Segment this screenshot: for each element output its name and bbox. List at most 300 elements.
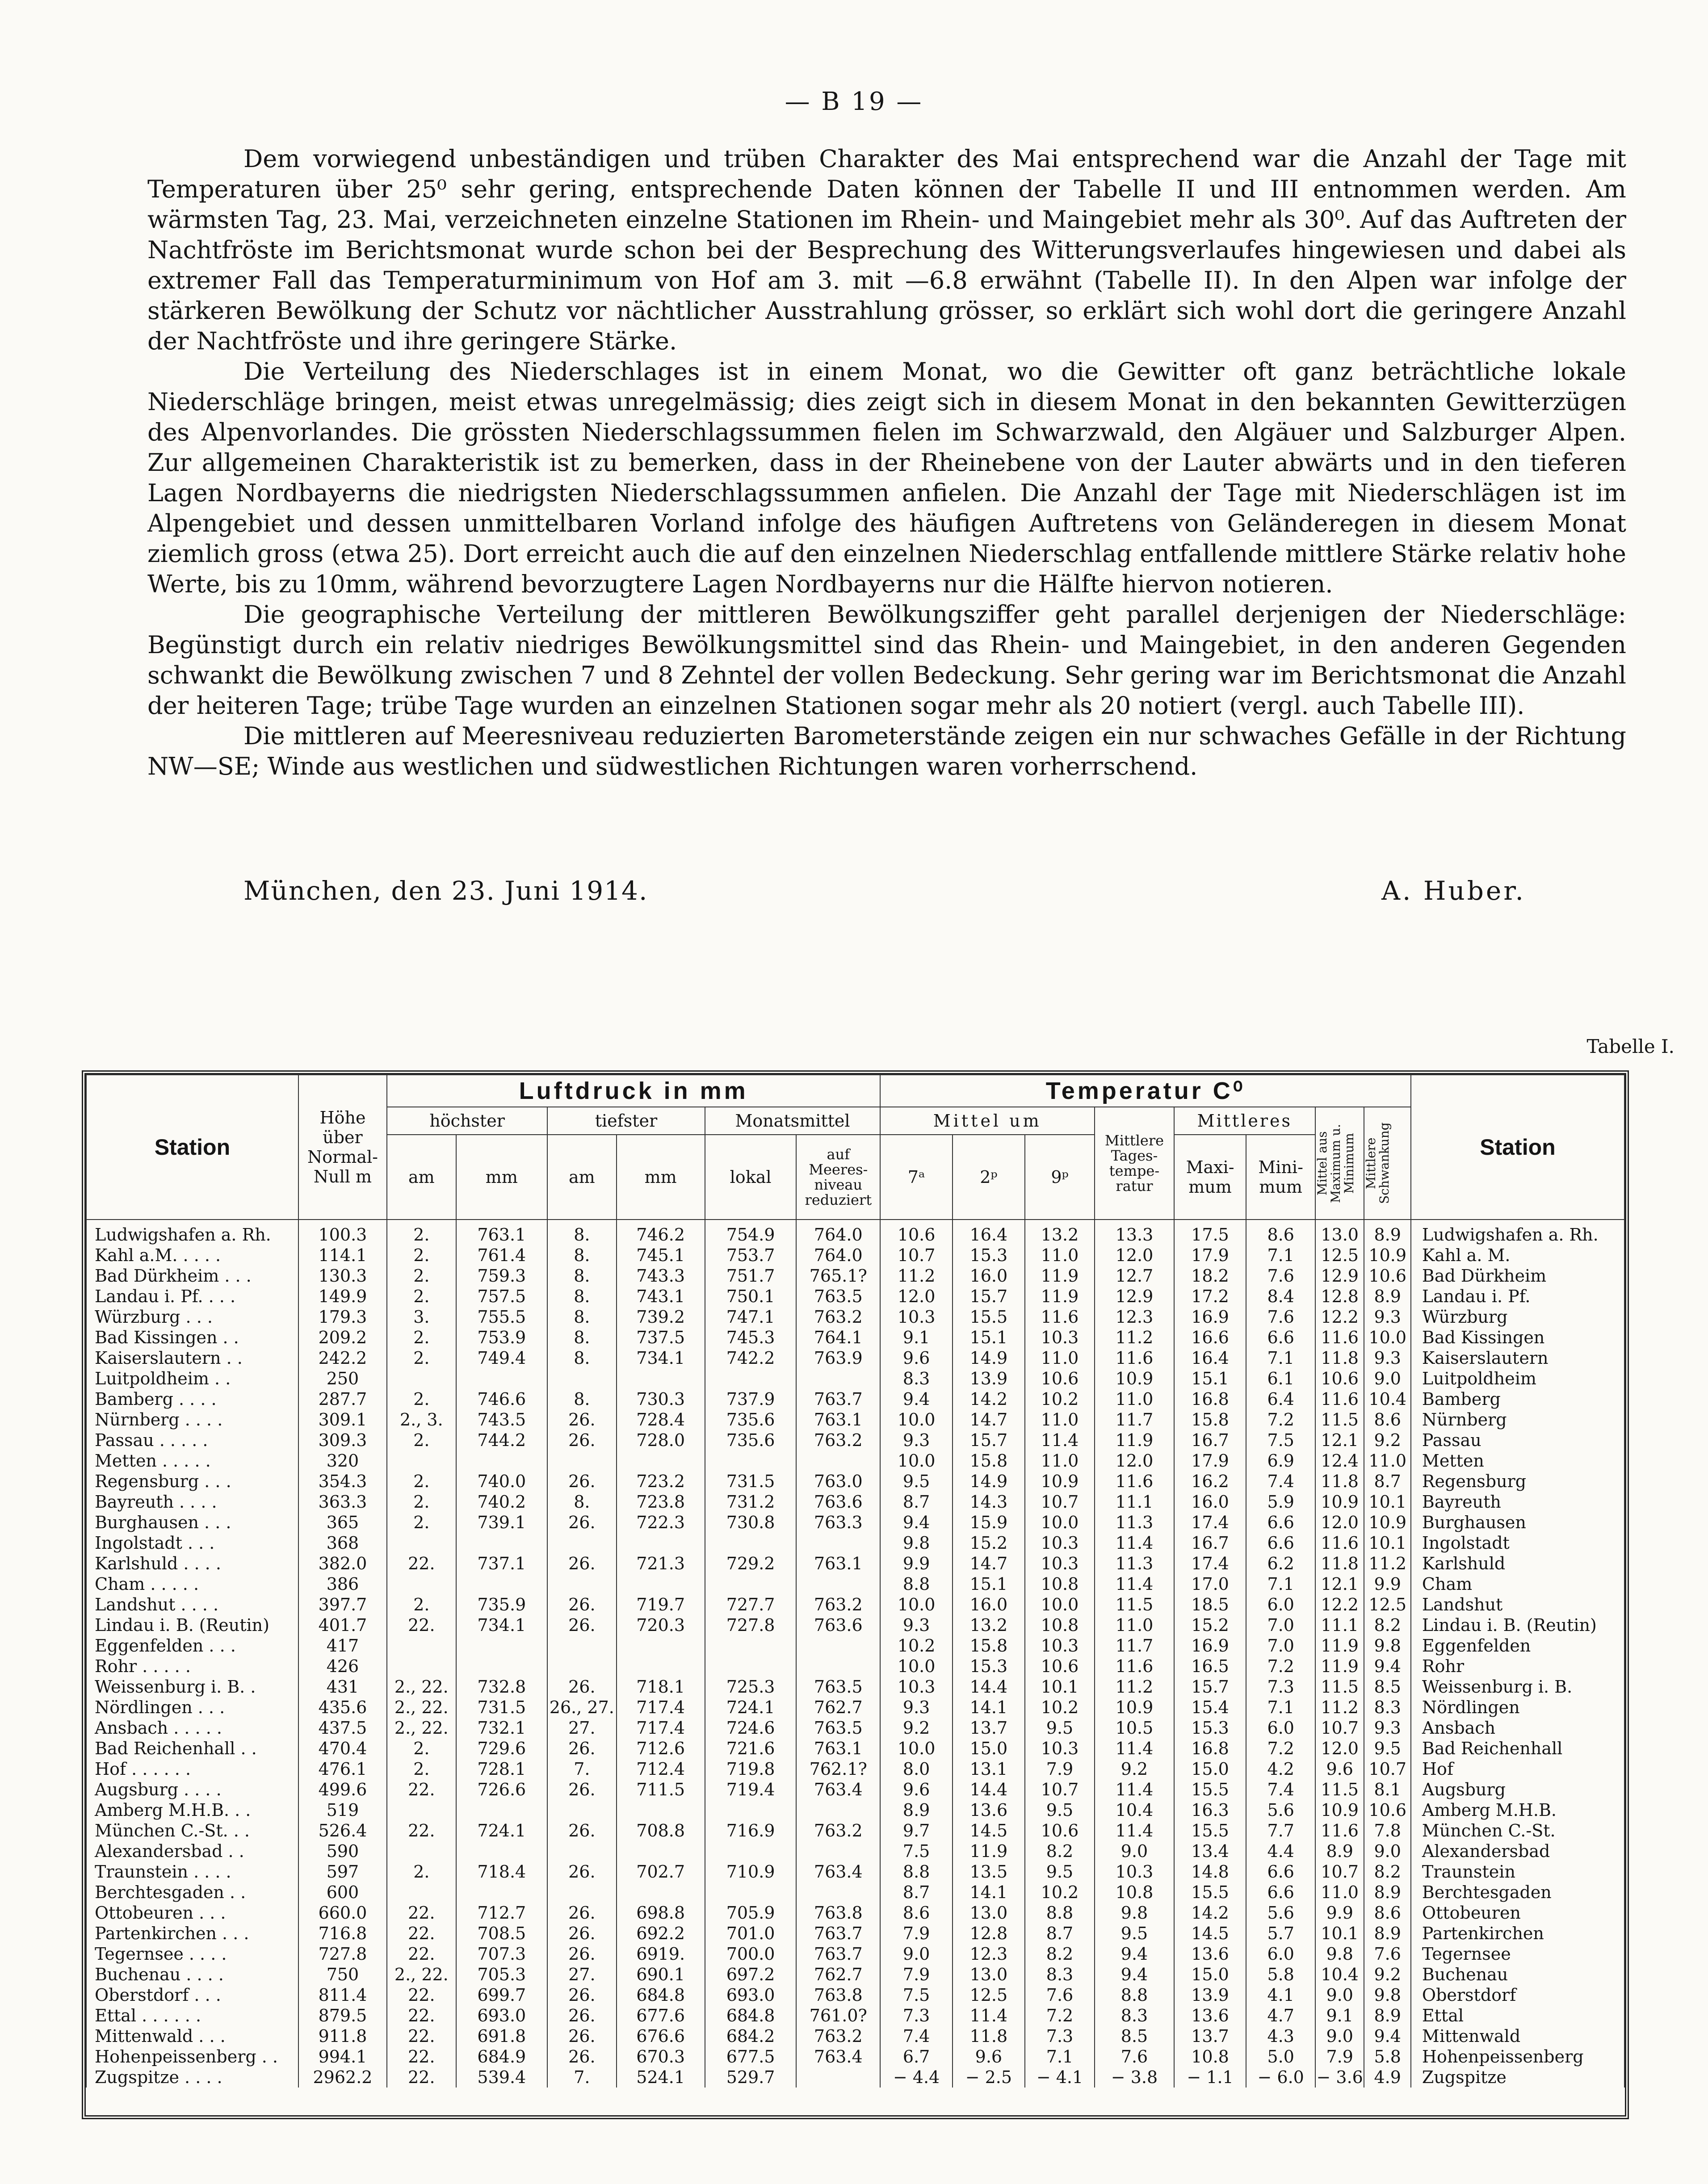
monatsmittel-lokal: 731.2 <box>705 1492 797 1512</box>
tiefster-am: 26. <box>547 1779 616 1800</box>
station-name: Passau . . . . . <box>86 1430 298 1450</box>
mittlere-tagestemperatur: 11.1 <box>1095 1492 1174 1512</box>
hoehe: 499.6 <box>298 1779 387 1800</box>
temp-2p: 15.7 <box>953 1430 1025 1450</box>
monatsmittel-lokal: 677.5 <box>705 2046 797 2067</box>
mittleres-maximum: 16.5 <box>1174 1656 1246 1677</box>
header-temperatur: Temperatur C⁰ <box>880 1075 1411 1107</box>
temp-2p: 14.3 <box>953 1492 1025 1512</box>
temp-2p: 16.0 <box>953 1594 1025 1615</box>
table-row <box>86 1944 1624 1964</box>
monatsmittel-lokal: 735.6 <box>705 1430 797 1450</box>
station-name: Karlshuld . . . . <box>86 1553 298 1574</box>
temp-7a: 9.5 <box>880 1471 953 1492</box>
hoehe: 600 <box>298 1882 387 1903</box>
tiefster-am: 26. <box>547 1471 616 1492</box>
hoehe: 597 <box>298 1861 387 1882</box>
hoechster-mm: 691.8 <box>456 2026 548 2046</box>
mittleres-minimum: 6.6 <box>1246 1327 1315 1348</box>
table-row <box>86 1512 1624 1533</box>
tiefster-mm <box>617 1635 705 1656</box>
mittleres-maximum: 13.4 <box>1174 1841 1246 1861</box>
tiefster-mm: 692.2 <box>617 1923 705 1944</box>
temp-2p: 13.5 <box>953 1861 1025 1882</box>
mittlere-schwankung: 8.1 <box>1364 1779 1410 1800</box>
mittlere-schwankung: 9.5 <box>1364 1738 1410 1759</box>
monatsmittel-lokal: 747.1 <box>705 1307 797 1327</box>
mittel-aus-max-min: 12.2 <box>1315 1594 1364 1615</box>
station-name: Nördlingen . . . <box>86 1697 298 1718</box>
table-row <box>86 1471 1624 1492</box>
mittlere-schwankung: 5.8 <box>1364 2046 1410 2067</box>
mittleres-minimum: 6.6 <box>1246 1533 1315 1553</box>
temp-7a: 10.3 <box>880 1307 953 1327</box>
mittel-aus-max-min: 12.1 <box>1315 1574 1364 1594</box>
temp-7a: 9.9 <box>880 1553 953 1574</box>
hoehe: 114.1 <box>298 1245 387 1266</box>
mittleres-maximum: 14.2 <box>1174 1903 1246 1923</box>
hoechster-mm: 539.4 <box>456 2067 548 2088</box>
temp-9p: 10.8 <box>1025 1574 1095 1594</box>
monatsmittel-lokal: 727.8 <box>705 1615 797 1635</box>
mittleres-minimum: 7.1 <box>1246 1697 1315 1718</box>
station-name: Landshut . . . . <box>86 1594 298 1615</box>
temp-9p: 7.9 <box>1025 1759 1095 1779</box>
mittel-aus-max-min: 12.0 <box>1315 1512 1364 1533</box>
author: A. Huber. <box>1381 876 1526 906</box>
hoechster-am: 2., 22. <box>387 1677 456 1697</box>
mittlere-tagestemperatur: 11.2 <box>1095 1677 1174 1697</box>
monatsmittel-meeresniveau: 763.2 <box>796 2026 880 2046</box>
mittlere-schwankung: 9.4 <box>1364 1656 1410 1677</box>
station-name-right: Kaiserslautern <box>1411 1348 1624 1368</box>
hoechster-mm: 740.2 <box>456 1492 548 1512</box>
mittlere-tagestemperatur: 12.9 <box>1095 1286 1174 1307</box>
tiefster-mm: 711.5 <box>617 1779 705 1800</box>
mittlere-tagestemperatur: 11.4 <box>1095 1574 1174 1594</box>
temp-9p: 10.9 <box>1025 1471 1095 1492</box>
station-name: Bad Kissingen . . <box>86 1327 298 1348</box>
mittel-aus-max-min: 11.9 <box>1315 1656 1364 1677</box>
table-row <box>86 1574 1624 1594</box>
temp-9p: 8.2 <box>1025 1944 1095 1964</box>
table-row <box>86 2046 1624 2067</box>
hoechster-mm <box>456 1368 548 1389</box>
header-maximum: Maxi-mum <box>1174 1135 1246 1220</box>
temp-9p: 10.2 <box>1025 1882 1095 1903</box>
temp-7a: 9.6 <box>880 1348 953 1368</box>
hoechster-mm <box>456 1635 548 1656</box>
hoehe: 519 <box>298 1800 387 1820</box>
station-name-right: Kahl a. M. <box>1411 1245 1624 1266</box>
mittel-aus-max-min: 12.0 <box>1315 1738 1364 1759</box>
hoehe: 716.8 <box>298 1923 387 1944</box>
tiefster-am: 26. <box>547 1615 616 1635</box>
station-name: Mittenwald . . . <box>86 2026 298 2046</box>
hoechster-am: 22. <box>387 1779 456 1800</box>
table-row <box>86 1882 1624 1903</box>
mittleres-minimum: 5.8 <box>1246 1964 1315 1985</box>
monatsmittel-meeresniveau: 763.2 <box>796 1307 880 1327</box>
tiefster-mm: 720.3 <box>617 1615 705 1635</box>
table-row <box>86 1718 1624 1738</box>
hoechster-am: 2. <box>387 1759 456 1779</box>
monatsmittel-meeresniveau: 763.7 <box>796 1923 880 1944</box>
mittlere-tagestemperatur: 10.8 <box>1095 1882 1174 1903</box>
mittlere-schwankung: 10.1 <box>1364 1492 1410 1512</box>
header-hoechster: höchster <box>387 1107 547 1135</box>
temp-2p: 12.3 <box>953 1944 1025 1964</box>
monatsmittel-lokal: 753.7 <box>705 1245 797 1266</box>
tiefster-mm <box>617 1882 705 1903</box>
temp-9p: 7.1 <box>1025 2046 1095 2067</box>
monatsmittel-lokal <box>705 1656 797 1677</box>
hoehe: 386 <box>298 1574 387 1594</box>
hoechster-am: 22. <box>387 1615 456 1635</box>
table-row <box>86 1677 1624 1697</box>
temp-2p: 13.0 <box>953 1964 1025 1985</box>
mittleres-minimum: 7.6 <box>1246 1307 1315 1327</box>
temp-7a: 7.9 <box>880 1923 953 1944</box>
table-row <box>86 1594 1624 1615</box>
tiefster-mm: 524.1 <box>617 2067 705 2088</box>
tiefster-mm: 684.8 <box>617 1985 705 2005</box>
header-mittlere-tagestemperatur: Mittlere Tages-tempe-ratur <box>1095 1107 1174 1220</box>
hoechster-mm <box>456 1841 548 1861</box>
station-name: Cham . . . . . <box>86 1574 298 1594</box>
paragraph: Dem vorwiegend unbeständigen und trüben Charakter des Mai entsprechend war die Anzahl der Tage mit Temperaturen über 25⁰ sehr gering, entsprechende Daten können der Tabelle II und III entnommen werden. Am wärmsten Tag, 23. Mai, verzeichneten einzelne Stationen im Rhein- und Maingebiet mehr als 30⁰. Auf das Auftreten der Nachtfröste im Berichtsmonat wurde schon bei der Besprechung des Witterungsverlaufes hingewiesen und dabei als extremer Fall das Temperaturminimum von Hof am 3. mit —6.8 erwähnt (Tabelle II). In den Alpen war infolge der stärkeren Bewölkung der Schutz vor nächtlicher Ausstrahlung grösser, so erklärt sich wohl dort die geringere Anzahl der Nachtfröste und ihre geringere Stärke. <box>147 145 1626 355</box>
mittlere-tagestemperatur: − 3.8 <box>1095 2067 1174 2088</box>
monatsmittel-meeresniveau: 763.2 <box>796 1430 880 1450</box>
temp-7a: 7.4 <box>880 2026 953 2046</box>
hoehe: 435.6 <box>298 1697 387 1718</box>
hoehe: 179.3 <box>298 1307 387 1327</box>
hoechster-mm: 740.0 <box>456 1471 548 1492</box>
monatsmittel-lokal: 754.9 <box>705 1220 797 1245</box>
tiefster-am <box>547 1882 616 1903</box>
temp-9p: 10.3 <box>1025 1553 1095 1574</box>
monatsmittel-lokal: 737.9 <box>705 1389 797 1409</box>
station-name-right: Tegernsee <box>1411 1944 1624 1964</box>
temp-2p: 14.9 <box>953 1348 1025 1368</box>
mittleres-maximum: 17.9 <box>1174 1245 1246 1266</box>
mittel-aus-max-min: 12.4 <box>1315 1450 1364 1471</box>
mittlere-schwankung: 9.3 <box>1364 1718 1410 1738</box>
mittleres-minimum: 5.0 <box>1246 2046 1315 2067</box>
station-name-right: Nördlingen <box>1411 1697 1624 1718</box>
hoechster-am <box>387 1574 456 1594</box>
monatsmittel-meeresniveau: 763.8 <box>796 1903 880 1923</box>
monatsmittel-lokal: 729.2 <box>705 1553 797 1574</box>
temp-9p: 8.7 <box>1025 1923 1095 1944</box>
mittel-aus-max-min: 11.2 <box>1315 1697 1364 1718</box>
monatsmittel-meeresniveau: 762.7 <box>796 1697 880 1718</box>
header-am: am <box>547 1135 616 1220</box>
temp-2p: 14.7 <box>953 1409 1025 1430</box>
mittel-aus-max-min: 9.0 <box>1315 1985 1364 2005</box>
mittleres-minimum: 5.7 <box>1246 1923 1315 1944</box>
hoehe: 100.3 <box>298 1220 387 1245</box>
table-row <box>86 1841 1624 1861</box>
monatsmittel-lokal: 724.1 <box>705 1697 797 1718</box>
tiefster-am <box>547 1533 616 1553</box>
mittlere-tagestemperatur: 8.8 <box>1095 1985 1174 2005</box>
mittlere-tagestemperatur: 9.2 <box>1095 1759 1174 1779</box>
temp-7a: 10.0 <box>880 1409 953 1430</box>
station-name: Rohr . . . . . <box>86 1656 298 1677</box>
temp-7a: 7.3 <box>880 2005 953 2026</box>
temp-9p: 7.3 <box>1025 2026 1095 2046</box>
hoechster-am: 2. <box>387 1348 456 1368</box>
temp-7a: 7.5 <box>880 1985 953 2005</box>
hoehe: 727.8 <box>298 1944 387 1964</box>
mittlere-tagestemperatur: 10.3 <box>1095 1861 1174 1882</box>
mittlere-schwankung: 8.3 <box>1364 1697 1410 1718</box>
mittlere-schwankung: 7.8 <box>1364 1820 1410 1841</box>
monatsmittel-lokal: 742.2 <box>705 1348 797 1368</box>
temp-7a: 8.3 <box>880 1368 953 1389</box>
station-name-right: Eggenfelden <box>1411 1635 1624 1656</box>
mittleres-maximum: 16.6 <box>1174 1327 1246 1348</box>
mittel-aus-max-min: 11.8 <box>1315 1553 1364 1574</box>
table-row <box>86 2005 1624 2026</box>
station-name-right: Alexandersbad <box>1411 1841 1624 1861</box>
temp-7a: 9.1 <box>880 1327 953 1348</box>
mittleres-maximum: 16.8 <box>1174 1389 1246 1409</box>
hoehe: 2962.2 <box>298 2067 387 2088</box>
mittlere-schwankung: 10.9 <box>1364 1512 1410 1533</box>
table-label: Tabelle I. <box>1586 1035 1674 1057</box>
mittleres-maximum: 16.8 <box>1174 1738 1246 1759</box>
tiefster-mm: 737.5 <box>617 1327 705 1348</box>
tiefster-am <box>547 1656 616 1677</box>
temp-7a: 8.8 <box>880 1861 953 1882</box>
header-am: am <box>387 1135 456 1220</box>
monatsmittel-meeresniveau: 765.1? <box>796 1266 880 1286</box>
station-name-right: Lindau i. B. (Reutin) <box>1411 1615 1624 1635</box>
monatsmittel-lokal: 719.8 <box>705 1759 797 1779</box>
station-name-right: Rohr <box>1411 1656 1624 1677</box>
mittlere-schwankung: 8.6 <box>1364 1409 1410 1430</box>
monatsmittel-meeresniveau: 763.6 <box>796 1615 880 1635</box>
hoechster-am: 2., 22. <box>387 1964 456 1985</box>
hoechster-am: 2. <box>387 1594 456 1615</box>
temp-2p: 11.9 <box>953 1841 1025 1861</box>
table-row <box>86 1286 1624 1307</box>
temp-7a: 10.0 <box>880 1594 953 1615</box>
hoechster-mm <box>456 1574 548 1594</box>
monatsmittel-meeresniveau: 764.0 <box>796 1245 880 1266</box>
temp-7a: 7.9 <box>880 1964 953 1985</box>
hoechster-mm: 684.9 <box>456 2046 548 2067</box>
hoechster-mm: 749.4 <box>456 1348 548 1368</box>
hoechster-am: 2. <box>387 1861 456 1882</box>
mittlere-schwankung: 9.8 <box>1364 1635 1410 1656</box>
mittlere-tagestemperatur: 11.3 <box>1095 1512 1174 1533</box>
mittleres-maximum: 16.7 <box>1174 1430 1246 1450</box>
tiefster-am: 8. <box>547 1307 616 1327</box>
monatsmittel-meeresniveau <box>796 1450 880 1471</box>
tiefster-am: 8. <box>547 1327 616 1348</box>
mittleres-minimum: 7.1 <box>1246 1245 1315 1266</box>
station-name: Hof . . . . . . <box>86 1759 298 1779</box>
mittlere-schwankung: 9.0 <box>1364 1368 1410 1389</box>
hoehe: 417 <box>298 1635 387 1656</box>
station-name-right: Amberg M.H.B. <box>1411 1800 1624 1820</box>
monatsmittel-meeresniveau <box>796 1574 880 1594</box>
station-name-right: Hohenpeissenberg <box>1411 2046 1624 2067</box>
hoechster-am: 2. <box>387 1220 456 1245</box>
temp-9p: 11.0 <box>1025 1245 1095 1266</box>
station-name-right: Landau i. Pf. <box>1411 1286 1624 1307</box>
monatsmittel-meeresniveau: 764.1 <box>796 1327 880 1348</box>
tiefster-am: 26. <box>547 1985 616 2005</box>
tiefster-mm: 723.2 <box>617 1471 705 1492</box>
monatsmittel-lokal: 716.9 <box>705 1820 797 1841</box>
mittlere-schwankung: 10.4 <box>1364 1389 1410 1409</box>
hoechster-am: 22. <box>387 1820 456 1841</box>
tiefster-am: 27. <box>547 1718 616 1738</box>
mittel-aus-max-min: 11.8 <box>1315 1348 1364 1368</box>
mittlere-schwankung: 11.2 <box>1364 1553 1410 1574</box>
mittel-aus-max-min: 12.1 <box>1315 1430 1364 1450</box>
station-name-right: Buchenau <box>1411 1964 1624 1985</box>
monatsmittel-meeresniveau: 763.6 <box>796 1492 880 1512</box>
temp-9p: 8.2 <box>1025 1841 1095 1861</box>
monatsmittel-meeresniveau: 763.4 <box>796 1861 880 1882</box>
temp-7a: 6.7 <box>880 2046 953 2067</box>
tiefster-mm: 719.7 <box>617 1594 705 1615</box>
tiefster-am: 27. <box>547 1964 616 1985</box>
tiefster-mm: 743.3 <box>617 1266 705 1286</box>
monatsmittel-meeresniveau: 763.2 <box>796 1594 880 1615</box>
monatsmittel-lokal <box>705 1368 797 1389</box>
station-name-right: Nürnberg <box>1411 1409 1624 1430</box>
station-name: Kaiserslautern . . <box>86 1348 298 1368</box>
station-name-right: Würzburg <box>1411 1307 1624 1327</box>
mittel-aus-max-min: 13.0 <box>1315 1220 1364 1245</box>
temp-7a: 7.5 <box>880 1841 953 1861</box>
mittlere-schwankung: 12.5 <box>1364 1594 1410 1615</box>
monatsmittel-meeresniveau: 763.3 <box>796 1512 880 1533</box>
station-name: Hohenpeissenberg . . <box>86 2046 298 2067</box>
mittlere-tagestemperatur: 12.7 <box>1095 1266 1174 1286</box>
mittlere-schwankung: 9.4 <box>1364 2026 1410 2046</box>
temp-9p: 10.3 <box>1025 1533 1095 1553</box>
station-name-right: Cham <box>1411 1574 1624 1594</box>
mittlere-schwankung: 10.9 <box>1364 1245 1410 1266</box>
mittleres-maximum: 16.7 <box>1174 1533 1246 1553</box>
monatsmittel-meeresniveau: 763.2 <box>796 1820 880 1841</box>
hoechster-mm <box>456 1450 548 1471</box>
monatsmittel-lokal: 719.4 <box>705 1779 797 1800</box>
station-name-right: Partenkirchen <box>1411 1923 1624 1944</box>
mittlere-tagestemperatur: 9.0 <box>1095 1841 1174 1861</box>
hoehe: 130.3 <box>298 1266 387 1286</box>
station-name: Ludwigshafen a. Rh. <box>86 1220 298 1245</box>
temp-9p: 10.8 <box>1025 1615 1095 1635</box>
temp-2p: 15.0 <box>953 1738 1025 1759</box>
hoehe: 426 <box>298 1656 387 1677</box>
hoechster-am: 22. <box>387 2026 456 2046</box>
monatsmittel-lokal <box>705 1882 797 1903</box>
mittlere-schwankung: 8.7 <box>1364 1471 1410 1492</box>
mittleres-maximum: 15.1 <box>1174 1368 1246 1389</box>
paragraph: Die mittleren auf Meeresniveau reduzierten Barometerstände zeigen ein nur schwaches Gefälle in der Richtung NW—SE; Winde aus westlichen und südwestlichen Richtungen waren vorherrschend. <box>147 722 1626 780</box>
monatsmittel-meeresniveau <box>796 1533 880 1553</box>
mittlere-schwankung: 8.9 <box>1364 1923 1410 1944</box>
hoechster-am: 2. <box>387 1286 456 1307</box>
monatsmittel-lokal: 725.3 <box>705 1677 797 1697</box>
mittel-aus-max-min: 11.9 <box>1315 1635 1364 1656</box>
hoechster-am: 22. <box>387 1985 456 2005</box>
tiefster-mm <box>617 1450 705 1471</box>
mittlere-tagestemperatur: 8.5 <box>1095 2026 1174 2046</box>
station-name-right: Traunstein <box>1411 1861 1624 1882</box>
hoechster-mm: 744.2 <box>456 1430 548 1450</box>
table-row <box>86 1368 1624 1389</box>
header-hoehe: Höhe über Normal-Null m <box>298 1075 387 1220</box>
mittleres-minimum: 7.7 <box>1246 1820 1315 1841</box>
tiefster-am: 8. <box>547 1286 616 1307</box>
mittleres-minimum: 6.2 <box>1246 1553 1315 1574</box>
monatsmittel-meeresniveau: 763.8 <box>796 1985 880 2005</box>
tiefster-am: 8. <box>547 1348 616 1368</box>
table-row <box>86 1220 1624 1245</box>
mittleres-minimum: 6.1 <box>1246 1368 1315 1389</box>
header-minimum: Mini-mum <box>1246 1135 1315 1220</box>
hoechster-am: 2. <box>387 1266 456 1286</box>
station-name: Traunstein . . . . <box>86 1861 298 1882</box>
temp-2p: 13.2 <box>953 1615 1025 1635</box>
station-name: Oberstdorf . . . <box>86 1985 298 2005</box>
temp-9p: 10.0 <box>1025 1594 1095 1615</box>
place-date: München, den 23. Juni 1914. <box>243 876 648 906</box>
mittel-aus-max-min: 11.6 <box>1315 1820 1364 1841</box>
temp-2p: 14.2 <box>953 1389 1025 1409</box>
mittlere-schwankung: 8.5 <box>1364 1677 1410 1697</box>
hoechster-mm: 737.1 <box>456 1553 548 1574</box>
mittlere-schwankung: 8.9 <box>1364 1286 1410 1307</box>
mittleres-minimum: 7.6 <box>1246 1266 1315 1286</box>
temp-7a: 9.3 <box>880 1697 953 1718</box>
temp-7a: 10.0 <box>880 1450 953 1471</box>
temp-7a: 10.0 <box>880 1656 953 1677</box>
temp-2p: 15.8 <box>953 1450 1025 1471</box>
hoehe: 911.8 <box>298 2026 387 2046</box>
hoehe: 365 <box>298 1512 387 1533</box>
hoehe: 431 <box>298 1677 387 1697</box>
hoechster-mm: 743.5 <box>456 1409 548 1430</box>
temp-7a: 10.0 <box>880 1738 953 1759</box>
tiefster-mm <box>617 1841 705 1861</box>
hoechster-am <box>387 1882 456 1903</box>
temp-7a: 9.7 <box>880 1820 953 1841</box>
table-row <box>86 1533 1624 1553</box>
temp-7a: 9.6 <box>880 1779 953 1800</box>
mittleres-minimum: 6.6 <box>1246 1882 1315 1903</box>
hoechster-mm: 712.7 <box>456 1903 548 1923</box>
mittlere-schwankung: 8.6 <box>1364 1903 1410 1923</box>
mittleres-maximum: 17.4 <box>1174 1553 1246 1574</box>
mittlere-tagestemperatur: 11.5 <box>1095 1594 1174 1615</box>
monatsmittel-meeresniveau: 763.5 <box>796 1718 880 1738</box>
temp-7a: − 4.4 <box>880 2067 953 2088</box>
mittlere-tagestemperatur: 9.4 <box>1095 1944 1174 1964</box>
header-mittel-um: Mittel um <box>880 1107 1095 1135</box>
header-station-right: Station <box>1411 1075 1624 1220</box>
tiefster-am: 8. <box>547 1245 616 1266</box>
